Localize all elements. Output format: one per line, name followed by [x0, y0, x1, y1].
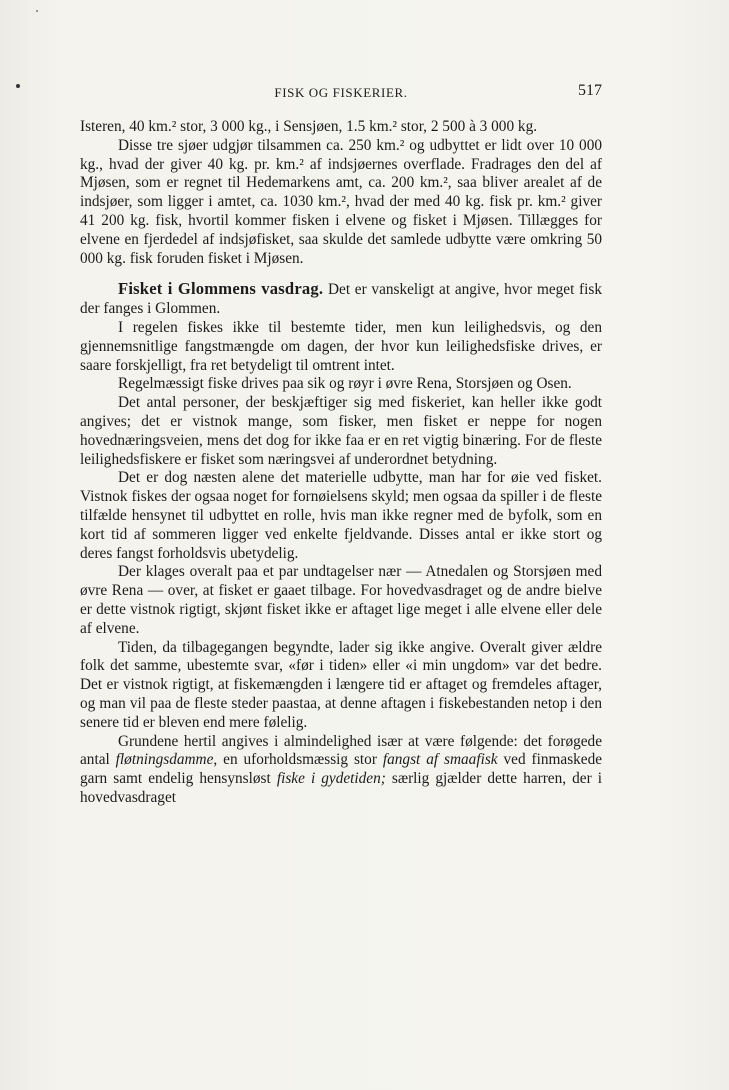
running-title: FISK OG FISKERIER.: [274, 85, 408, 100]
paragraph: Der klages overalt paa et par undtagelser nær — Atnedalen og Storsjøen med øvre Rena — over, at fisket er gaaet tilbage. For hovedvasdraget og de andre bielve er dette vistnok rigtigt, skjønt fisket ikke er aftaget lige meget i alle elvene eller dele af elvene.: [80, 563, 602, 637]
paragraph-text: særlig gjælder dette harren, der i hovedvasdraget: [80, 770, 602, 806]
paragraph: Det er dog næsten alene det materielle udbytte, man har for øie ved fisket. Vistnok fiskes der ogsaa noget for fornøielsens skyld; men ogsaa da spiller i de fleste tilfælde hensynet til udbyttet en rolle, hvis man ikke regner med de byfolk, som en kort tid af sommeren ligger ved enkelte fjeldvande. Disses antal er ikke stort og deres fangst forholdsvis ubetydelig.: [80, 469, 602, 562]
paragraph-text: , en uforholdsmæssig stor: [213, 751, 377, 769]
section-paragraph: [80, 280, 602, 319]
paragraph: I regelen fiskes ikke til bestemte tider, men kun leilighedsvis, og den gjennemsnitlige fangstmængde om dagen, der hvor kun leilighedsfiske drives, er saare forskjelligt, fra ret betydeligt til omtrent intet.: [80, 318, 602, 374]
section-title: Fisket i Glommens vasdrag.: [118, 279, 324, 299]
paragraph: Isteren, 40 km.² stor, 3 000 kg., i Sensjøen, 1.5 km.² stor, 2 500 à 3 000 kg.: [80, 118, 538, 135]
italic-term: fangst af smaafisk: [382, 751, 498, 769]
paragraph: Det antal personer, der beskjæftiger sig med fiskeriet, kan heller ikke godt angives; det er vistnok mange, som fisker, men fisket er neppe for nogen hovednæringsveien, mens det dog for ikke faa er en ret vigtig binæring. For de fleste leilighedsfiskere er fisket som næringsvei af underordnet betydning.: [80, 394, 602, 468]
page-number: 517: [578, 82, 602, 99]
scan-speck: [16, 84, 20, 88]
paragraph-text: Det er vanskeligt at angive, hvor meget fisk der fanges i Glommen.: [80, 281, 603, 318]
body-text: [80, 118, 602, 808]
italic-term: fiske i gydetiden;: [276, 770, 386, 788]
paragraph: Tiden, da tilbagegangen begyndte, lader sig ikke angive. Overalt giver ældre folk det samme, ubestemte svar, «før i tiden» eller «i min ungdom» var det bedre. Det er vistnok rigtigt, at fiskemængden i længere tid er aftaget og fremdeles aftager, og man vil paa de fleste steder paastaa, at denne aftagen i fiskebestanden netop i den senere tid er bleven end mere følelig.: [80, 638, 602, 731]
paragraph-text: ved finmaskede garn samt endelig hensynsløst: [80, 751, 603, 788]
paragraph: Regelmæssigt fiske drives paa sik og røyr i øvre Rena, Storsjøen og Osen.: [118, 375, 572, 393]
page-header: [80, 82, 602, 102]
paragraph: [80, 733, 602, 808]
paragraph-text: Grundene hertil angives i almindelighed især at være følgende: det forøgede antal: [80, 732, 602, 769]
scan-speck: [36, 10, 38, 12]
italic-term: fløtningsdamme: [115, 751, 214, 769]
paragraph: Disse tre sjøer udgjør tilsammen ca. 250 km.² og udbyttet er lidt over 10 000 kg., hvad der giver 40 kg. pr. km.² af indsjøernes overflade. Fradrages den del af Mjøsen, som er regnet til Hedemarkens amt, ca. 200 km.², saa bliver arealet af de indsjøer, som ligger i amtet, ca. 1030 km.², hvad der med 40 kg. fisk pr. km.² giver 41 200 kg. fisk, hvortil kommer fisken i elvene og fisket i Mjøsen. Tillægges for elvene en fjerdedel af indsjøfisket, saa skulde det samlede udbytte være omkring 50 000 kg. fisk foruden fisket i Mjøsen.: [80, 136, 602, 267]
